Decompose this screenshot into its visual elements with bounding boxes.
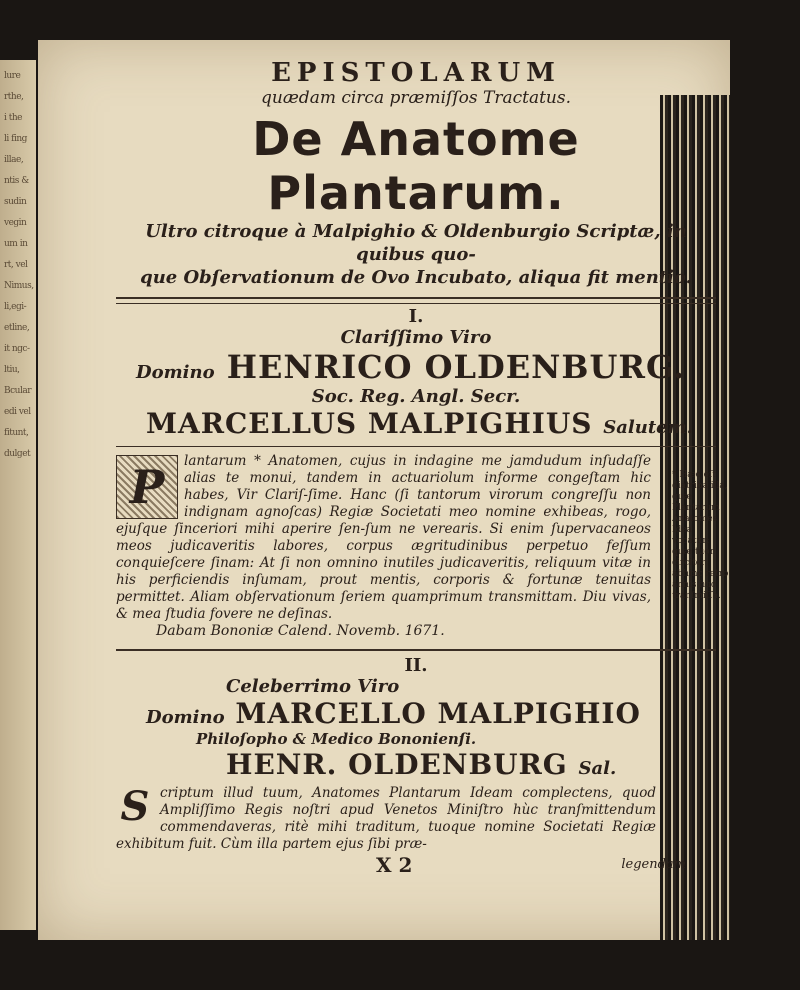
decorated-initial-s: S <box>120 783 150 830</box>
fragment: Nimus, <box>4 281 34 291</box>
fragment: um in <box>4 239 28 249</box>
fragment: ntis & <box>4 176 29 186</box>
fragment: sudin <box>4 197 27 207</box>
subtitle-line-2: que Obſervationum de Ovo Incubato, aliqua fit mentio. <box>140 267 692 288</box>
decorated-initial-p: P <box>116 455 178 519</box>
page-footer <box>116 853 716 875</box>
divider <box>116 446 716 447</box>
page-text <box>116 58 716 875</box>
fragment: li,egi- <box>4 302 27 312</box>
letter-2-body <box>116 785 656 853</box>
fragment: fitunt, <box>4 428 29 438</box>
running-head: EPISTOLARUM <box>271 58 561 88</box>
margin-note: * Hæc eſt diatriba illa, quæ Plantarum Anatomes Idea vocatur; quæ tuor circiter abhinc retro annis huc tranſmiſſa. <box>672 470 729 601</box>
fragment: it ngc- <box>4 344 30 354</box>
sender-sal: Sal. <box>578 758 617 779</box>
signature-mark: X 2 <box>376 853 413 877</box>
catchword: legendam <box>621 857 686 872</box>
fragment: rt, vel <box>4 260 28 270</box>
letter-1-addressee <box>136 348 716 386</box>
letter-2-addressee <box>146 697 716 730</box>
letter-1-role: Soc. Reg. Angl. Secr. <box>311 386 521 407</box>
fragment: illae, <box>4 155 24 165</box>
fragment: vegin <box>4 218 27 228</box>
fragment: li fing <box>4 134 27 144</box>
letter-2-salutation: Celeberrimo Viro <box>226 676 400 697</box>
fragment: ltiu, <box>4 365 20 375</box>
sender-name: MARCELLUS MALPIGHIUS <box>146 407 593 440</box>
fragment: Bcular <box>4 386 31 396</box>
divider <box>116 303 716 304</box>
book-page <box>38 40 730 940</box>
fragment: rthe, <box>4 92 24 102</box>
left-page-edge <box>0 60 36 930</box>
letter-1-salutation: Clariſſimo Viro <box>340 327 492 348</box>
fragment: dulget <box>4 449 31 459</box>
addressee-prefix: Domino <box>146 707 225 728</box>
addressee-prefix: Domino <box>136 362 215 383</box>
fragment: etline, <box>4 323 30 333</box>
subtitle-line-1: Ultro citroque à Malpighio & Oldenburgio Scriptæ, in quibus quo- <box>145 221 687 265</box>
letter-2-sender <box>226 748 716 781</box>
letter-1-body <box>116 453 651 623</box>
intro-line: quædam circa præmiſſos Tractatus. <box>261 88 571 108</box>
letter-1-date: Dabam Bononiæ Calend. Novemb. 1671. <box>156 623 445 639</box>
letter-1-text: lantarum * Anatomen, cujus in indagine me jamdudum inſudaſſe alias te monui, tandem in actuariolum informe congeſtam hic habes, Vir Clariſ-ſime. Hanc (ſi tantorum virorum congreſſu non indignam agnoſcas) Regiæ Societati meo nomine exhibeas, rogo, ejuſque ſinceriori mihi aperire ſen-ſum ne verearis. Si enim ſupervacaneos meos judicaveritis labores, corpus ægritudinibus perpetuo feſſum conquieſcere ſinam: At ſi non omnino inutiles judicaveritis, reliquum vitæ in his perficiendis inſumam, prout mentis, corporis & fortunæ tenuitas permittet. Aliam obſervationum ſeriem quamprimum transmittam. Diu vivas, & mea ſtudia fovere ne deſinas. <box>116 453 651 622</box>
sender-salutem: Salutem. <box>603 417 693 438</box>
letter-1-numeral: I. <box>408 306 424 327</box>
page-title: De Anatome Plantarum. <box>252 112 580 220</box>
fragment: lure <box>4 71 21 81</box>
fragment: i the <box>4 113 22 123</box>
letter-1-sender <box>146 407 716 440</box>
addressee-name: MARCELLO MALPIGHIO <box>235 697 641 730</box>
letter-2-role: Philoſopho & Medico Bononienſi. <box>196 730 477 748</box>
divider <box>116 649 716 651</box>
divider <box>116 297 716 299</box>
letter-2-numeral: II. <box>404 655 428 676</box>
fragment: edi vel <box>4 407 31 417</box>
addressee-name: HENRICO OLDENBURG. <box>226 348 686 386</box>
letter-2-text: criptum illud tuum, Anatomes Plantarum Ideam complectens, quod Ampliſſimo Regis noſtri apud Venetos Miniſtro hùc tranſmittendum commendaveras, ritè mihi traditum, tuoque nomine Societati Regiæ exhibitum fuit. Cùm illa partem ejus ſibi præ- <box>116 785 656 852</box>
sender-name: HENR. OLDENBURG <box>226 748 568 781</box>
